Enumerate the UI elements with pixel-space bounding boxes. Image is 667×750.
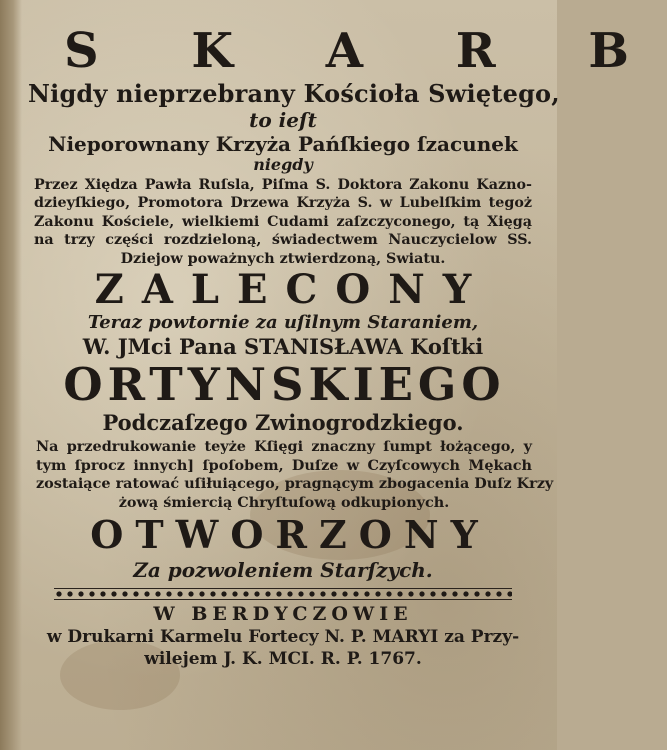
- nieporownany-line: Nieporownany Krzyża Pańſkiego ſzacunek: [48, 132, 518, 156]
- paragraph-line: Na przedrukowanie teyże Kſięgi znaczny ſumpt łożącego, y: [36, 438, 532, 456]
- printer-line: w Drukarni Karmelu Fortecy N. P. MARYI za Przy-: [46, 627, 520, 648]
- paragraph-line: tym ſprocz innych] ſpoſobem, Duſze w Czyſcowych Mękach: [36, 456, 532, 474]
- reprint-paragraph: [36, 438, 554, 512]
- paragraph-line: Przez Xiędza Pawła Ruſsla, Piſma S. Doktora Zakonu Kazno-: [34, 177, 532, 193]
- to-iest-line: to ieſt: [249, 108, 317, 132]
- patron-surname: ORTYNSKIEGO: [63, 358, 506, 412]
- main-title: S K A R B: [64, 23, 667, 79]
- page-spine-shadow: [0, 0, 22, 750]
- zalecony-heading: ZALECONY: [94, 266, 490, 314]
- ornamental-rule: [54, 588, 512, 600]
- otworzony-heading: OTWORZONY: [90, 512, 490, 558]
- subtitle: Nigdy nieprzebrany Kościoła Swiętego,: [28, 79, 560, 108]
- paragraph-line: zostaiące ratować uſiłuiącego, pragnącym zbogacenia Duſz Krzy: [36, 475, 554, 493]
- title-text-block: [28, 22, 667, 670]
- paragraph-line: Zakonu Kościele, wielkiemi Cudami zaſzczyconego, tą Xięgą: [34, 213, 532, 230]
- imprint-date-line: wilejem J. K. MCI. R. P. 1767.: [144, 649, 422, 670]
- niegdy-line: niegdy: [253, 155, 313, 174]
- author-paragraph: [34, 176, 532, 268]
- patron-office: Podczaſzego Zwinogrodzkiego.: [102, 410, 464, 436]
- paragraph-line: żową śmiercią Chryſtuſową odkupionych.: [118, 493, 450, 511]
- paragraph-line: dzieyſkiego, Promotora Drzewa Krzyża S. w Lubelſkim tegoż: [34, 195, 532, 212]
- paragraph-line: na trzy części rozdzieloną, świadectwem Nauczycielow SS.: [34, 232, 532, 249]
- place-line: W BERDYCZOWIE: [153, 603, 413, 626]
- permission-line: Za pozwoleniem Starſzych.: [133, 558, 433, 583]
- paragraph-line: Dziejow poważnych ztwierdzoną, Swiatu.: [120, 250, 446, 267]
- teraz-line: Teraz powtornie za uſilnym Staraniem,: [87, 312, 479, 334]
- patron-line: W. JMci Pana STANISŁAWA Koſtki: [82, 334, 484, 360]
